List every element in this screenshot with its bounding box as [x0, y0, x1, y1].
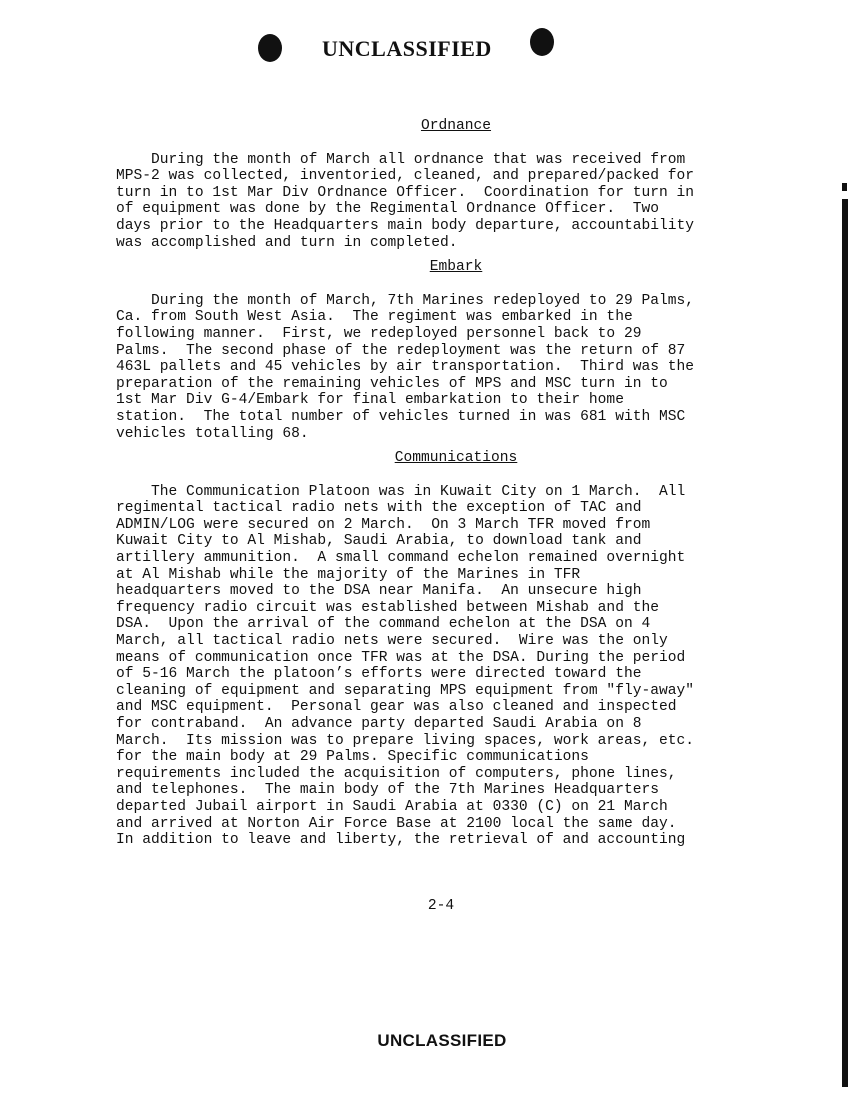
- page-number: 2-4: [427, 898, 455, 914]
- section-heading-ordnance: Ordnance: [420, 118, 492, 134]
- classification-footer: UNCLASSIFIED: [377, 1031, 507, 1050]
- scan-edge-bar: [842, 199, 848, 1087]
- classification-header-text: UNCLASSIFIED: [322, 36, 492, 61]
- scan-edge-mark: [842, 183, 847, 191]
- bullet-dot-icon: [258, 34, 282, 62]
- document-body: [116, 118, 796, 849]
- paragraph-embark: During the month of March, 7th Marines redeployed to 29 Palms, Ca. from South West Asia. The regiment was embarked in the following manner. First, we redeployed personnel back to 29 Palms. The second phase of the redeployment was the return of 87 463L pallets and 45 vehicles by air transportation. Third was the preparation of the remaining vehicles of MPS and MSC turn in to 1st Mar Div G-4/Embark for final embarkation to their home station. The total number of vehicles turned in was 681 with MSC vehicles totalling 68.: [116, 292, 695, 442]
- section-heading-communications: Communications: [394, 450, 518, 467]
- classification-header: [258, 34, 558, 66]
- section-heading-embark: Embark: [429, 259, 483, 276]
- bullet-dot-icon: [530, 28, 554, 56]
- paragraph-communications: The Communication Platoon was in Kuwait City on 1 March. All regimental tactical radio nets with the exception of TAC and ADMIN/LOG were secured on 2 March. On 3 March TFR moved from Kuwait City to Al Mishab, Saudi Arabia, to download tank and artillery ammunition. A small command echelon remained overnight at Al Mishab while the majority of the Marines in TFR headquarters moved to the DSA near Manifa. An unsecure high frequency radio circuit was established between Mishab and the DSA. Upon the arrival of the command echelon at the DSA on 4 March, all tactical radio nets were secured. Wire was the only means of communication once TFR was at the DSA. During the period of 5-16 March the platoon’s efforts were directed toward the cleaning of equipment and separating MPS equipment from "fly-away" and MSC equipment. Personal gear was also cleaned and inspected for contraband. An advance party departed Saudi Arabia on 8 March. Its mission was to prepare living spaces, work areas, etc. for the main body at 29 Palms. Specific communications requirements included the acquisition of computers, phone lines, and telephones. The main body of the 7th Marines Headquarters departed Jubail airport in Saudi Arabia at 0330 (C) on 21 March and arrived at Norton Air Force Base at 2100 local the same day. In addition to leave and liberty, the retrieval of and accounting: [116, 483, 695, 849]
- paragraph-ordnance: During the month of March all ordnance that was received from MPS-2 was collected, inventoried, cleaned, and prepared/packed for turn in to 1st Mar Div Ordnance Officer. Coordination for turn in of equipment was done by the Regimental Ordnance Officer. Two days prior to the Headquarters main body departure, accountability was accomplished and turn in completed.: [116, 151, 695, 251]
